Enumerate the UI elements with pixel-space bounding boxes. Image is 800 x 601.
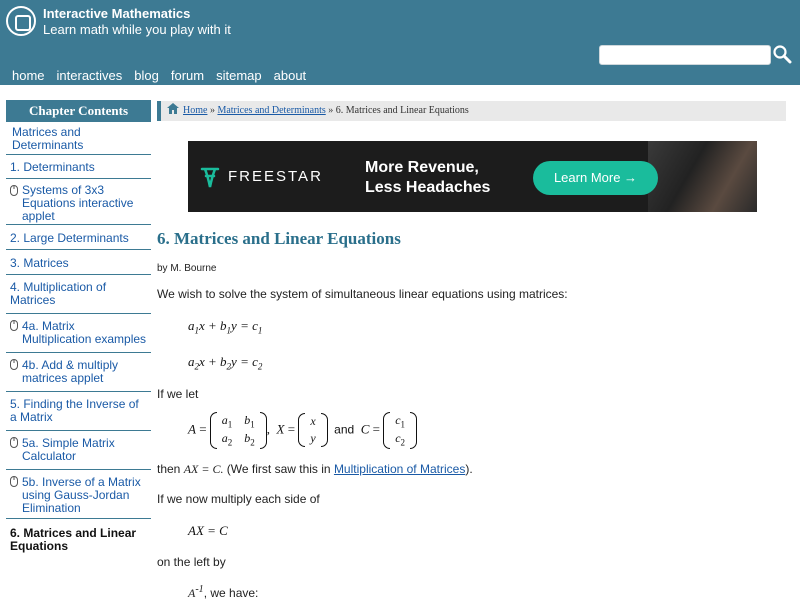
site-tagline: Learn math while you play with it (43, 22, 231, 37)
sidebar-item-label: Matrices and Determinants (12, 125, 84, 152)
ad-headline (365, 158, 490, 198)
sidebar-item-systems-3x3-applet[interactable] (6, 179, 151, 225)
site-header (0, 0, 800, 85)
ad-photo (648, 141, 757, 212)
breadcrumb-section-link[interactable]: Matrices and Determinants (217, 105, 326, 116)
a-inverse-paragraph (188, 584, 258, 601)
sidebar-item-label: 4b. Add & multiply matrices applet (22, 358, 119, 385)
ad-brand: FREESTAR (228, 168, 323, 185)
sidebar-item-gauss-jordan[interactable] (6, 470, 151, 519)
breadcrumb (157, 101, 786, 121)
sidebar-item-label: 6. Matrices and Linear Equations (10, 526, 137, 553)
sidebar-item-simple-matrix-calculator[interactable] (6, 431, 151, 470)
main-nav (12, 68, 318, 83)
then-text: ). (465, 462, 473, 476)
nav-home[interactable]: home (12, 68, 45, 83)
mouse-icon (10, 359, 18, 370)
search-icon[interactable] (772, 44, 792, 64)
and-word: and (334, 422, 355, 437)
site-title[interactable]: Interactive Mathematics (43, 6, 191, 21)
matrix-x: x y (298, 413, 327, 447)
sidebar-heading: Chapter Contents (6, 100, 151, 122)
nav-forum[interactable]: forum (170, 68, 205, 83)
sidebar-item-label: 5b. Inverse of a Matrix using Gauss-Jordan Elimination (22, 475, 141, 515)
advertisement-banner[interactable] (188, 141, 757, 212)
breadcrumb-home-link[interactable]: Home (183, 105, 208, 116)
breadcrumb-current: 6. Matrices and Linear Equations (335, 105, 469, 116)
chapter-sidebar (6, 100, 151, 555)
sidebar-item-label: 5a. Simple Matrix Calculator (22, 436, 115, 463)
breadcrumb-separator: » (325, 105, 336, 116)
ad-headline-line: More Revenue, (365, 159, 479, 176)
sidebar-item-matrices[interactable] (6, 250, 151, 275)
sidebar-item-label: 1. Determinants (10, 160, 95, 174)
sidebar-item-label: 4a. Matrix Multiplication examples (22, 319, 147, 346)
a-inverse-text: , we have: (203, 586, 259, 600)
sidebar-item-label: 4. Multiplication of Matrices (10, 280, 107, 307)
equation-ax-c: AX = C (188, 523, 228, 538)
matrix-definitions: A = $a_1$ $b_1$ $a_2$ $b_2$ , X = x y and C = $c_1$ $c_2$ (188, 412, 417, 449)
ad-headline-line: Less Headaches (365, 179, 491, 196)
mouse-icon (10, 320, 18, 331)
sidebar-item-matrices-linear-equations[interactable] (6, 519, 151, 555)
freestar-logo-icon (200, 167, 220, 189)
multiplication-of-matrices-link[interactable]: Multiplication of Matrices (333, 462, 466, 476)
on-left-paragraph: on the left by (157, 555, 226, 569)
sidebar-item-add-multiply-applet[interactable] (6, 353, 151, 392)
sidebar-item-label: 5. Finding the Inverse of a Matrix (10, 397, 139, 424)
sidebar-item-multiplication-of-matrices[interactable] (6, 275, 151, 314)
sidebar-item-matrix-multiplication-examples[interactable] (6, 314, 151, 353)
inline-math: AX = C. (183, 462, 224, 476)
equation-1: $a_1x + b_1y = c_1$ (188, 318, 263, 336)
nav-about[interactable]: about (273, 68, 307, 83)
intro-paragraph: We wish to solve the system of simultaneous linear equations using matrices: (157, 287, 568, 301)
sidebar-item-matrices-and-determinants[interactable] (6, 122, 151, 155)
byline: by M. Bourne (157, 263, 217, 274)
then-paragraph (157, 462, 473, 477)
nav-blog[interactable]: blog (134, 68, 159, 83)
sidebar-item-label: 3. Matrices (10, 256, 69, 270)
sidebar-item-finding-inverse[interactable] (6, 392, 151, 431)
multiply-paragraph: If we now multiply each side of (157, 492, 320, 506)
matrix-a: $a_1$ $b_1$ $a_2$ $b_2$ (210, 412, 267, 449)
home-icon[interactable] (167, 103, 179, 114)
if-we-let-text: If we let (157, 387, 199, 401)
search-input[interactable] (599, 45, 771, 65)
then-text: then (157, 462, 184, 476)
equation-2: $a_2x + b_2y = c_2$ (188, 354, 263, 372)
mouse-icon (10, 437, 18, 448)
ad-learn-more-button[interactable]: Learn More → (533, 161, 658, 195)
a-inverse-math: $A^{-1}$ (188, 584, 204, 600)
nav-interactives[interactable]: interactives (56, 68, 123, 83)
mouse-icon (10, 476, 18, 487)
page-title: 6. Matrices and Linear Equations (157, 229, 401, 248)
mouse-icon (10, 185, 18, 196)
breadcrumb-separator: » (207, 105, 218, 116)
sidebar-item-large-determinants[interactable] (6, 225, 151, 250)
then-text: (We first saw this in (223, 462, 334, 476)
matrix-c: $c_1$ $c_2$ (383, 412, 417, 449)
site-logo-icon[interactable] (6, 6, 36, 36)
sidebar-item-label: Systems of 3x3 Equations interactive applet (22, 183, 134, 223)
sidebar-item-label: 2. Large Determinants (10, 231, 129, 245)
sidebar-item-determinants[interactable] (6, 155, 151, 179)
nav-sitemap[interactable]: sitemap (216, 68, 262, 83)
